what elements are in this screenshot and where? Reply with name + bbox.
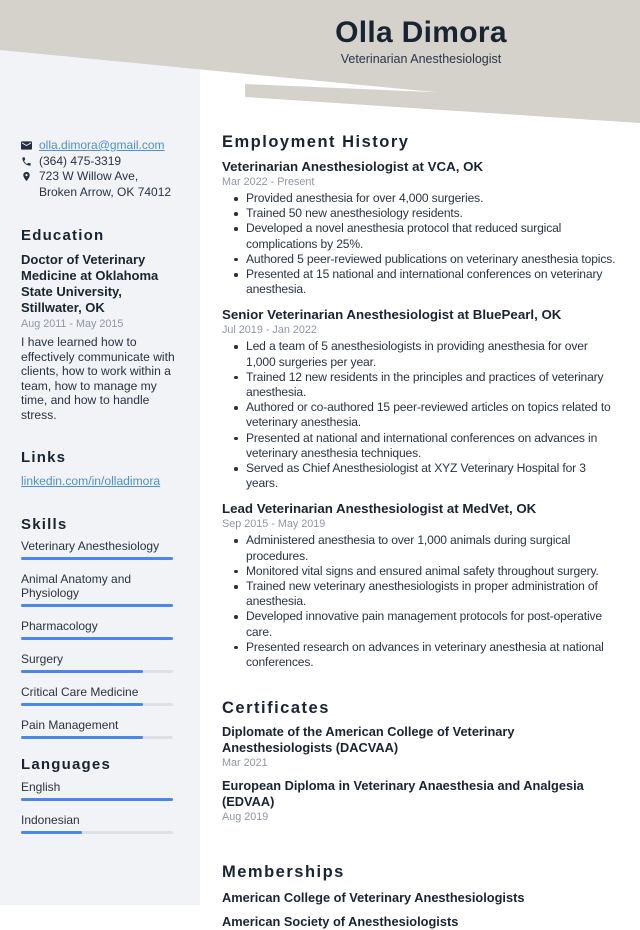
job-bullet-list: [222, 191, 620, 297]
sidebar: [21, 138, 182, 846]
membership-item: American College of Veterinary Anesthesiologists: [222, 890, 525, 906]
contact-email-row: [21, 138, 182, 154]
links-heading: Links: [21, 448, 67, 466]
map-pin-icon: [21, 171, 32, 182]
job-bullet: Trained 50 new anesthesiology residents.: [234, 206, 620, 221]
skill-bar-track: [21, 670, 173, 673]
certificate-date: Mar 2021: [222, 757, 268, 770]
skill-bar-track: [21, 736, 173, 739]
job-entry: [222, 500, 620, 670]
skill-bar-fill: [21, 604, 173, 607]
job-entry: [222, 306, 620, 491]
skill-label: Animal Anatomy and Physiology: [21, 571, 132, 600]
job-dates: Jul 2019 - Jan 2022: [222, 324, 317, 337]
job-bullet: Trained new veterinary anesthesiologists in proper administration of anesthesia.: [234, 579, 620, 609]
skill-label: Veterinary Anesthesiology: [21, 538, 160, 553]
job-bullet: Presented at national and international conferences on advances in veterinary anesthesia techniques.: [234, 431, 620, 461]
contact-phone-row: [21, 154, 182, 170]
skill-bar-fill: [21, 557, 173, 560]
employment-history-heading: Employment History: [222, 133, 410, 151]
linkedin-link[interactable]: linkedin.com/in/olladimora: [21, 473, 161, 488]
skill-bar-fill: [21, 703, 143, 706]
education-heading: Education: [21, 227, 105, 244]
candidate-job-title: Veterinarian Anesthesiologist: [340, 52, 502, 66]
skill-label: Surgery: [21, 651, 64, 666]
language-bar-fill: [21, 798, 173, 801]
job-bullet: Provided anesthesia for over 4,000 surgeries.: [234, 191, 620, 206]
job-bullet: Trained 12 new residents in the principles and practices of veterinary anesthesia.: [234, 370, 620, 400]
skill-item: [21, 685, 182, 706]
language-label: English: [21, 779, 61, 794]
memberships-heading: Memberships: [222, 863, 345, 882]
skills-heading: Skills: [21, 515, 68, 533]
skill-bar-fill: [21, 736, 143, 739]
skill-bar-track: [21, 703, 173, 706]
job-bullet: Presented research on advances in veterinary anesthesia at national conferences.: [234, 640, 620, 670]
skill-bar-fill: [21, 670, 143, 673]
skill-bar-track: [21, 637, 173, 640]
skill-item: [21, 572, 182, 607]
job-bullet-list: [222, 533, 620, 670]
job-entry: [222, 158, 620, 297]
certificates-heading: Certificates: [222, 699, 330, 718]
job-bullet: Developed a novel anesthesia protocol that reduced surgical complications by 25%.: [234, 221, 620, 251]
education-dates: Aug 2011 - May 2015: [21, 318, 124, 330]
languages-list: [21, 780, 182, 834]
job-bullet: Authored or co-authored 15 peer-reviewed articles on topics related to veterinary anesthesia.: [234, 400, 620, 430]
certificate-entry: [222, 724, 620, 770]
language-item: [21, 813, 182, 834]
job-title: Veterinarian Anesthesiologist at VCA, OK: [222, 159, 484, 174]
language-bar-track: [21, 831, 173, 834]
job-title: Senior Veterinarian Anesthesiologist at BluePearl, OK: [222, 307, 562, 323]
job-bullet: Developed innovative pain management protocols for post-operative care.: [234, 609, 620, 639]
languages-heading: Languages: [21, 755, 111, 773]
language-bar-track: [21, 798, 173, 801]
header: [222, 16, 620, 67]
job-title: Lead Veterinarian Anesthesiologist at MedVet, OK: [222, 501, 537, 517]
job-dates: Mar 2022 - Present: [222, 176, 315, 188]
education-degree: Doctor of Veterinary Medicine at Oklahoma State University, Stillwater, OK: [21, 252, 159, 315]
job-bullet: Led a team of 5 anesthesiologists in providing anesthesia for over 1,000 surgeries per year.: [234, 339, 620, 369]
phone-icon: [21, 156, 32, 167]
language-item: [21, 780, 182, 801]
skill-label: Pain Management: [21, 717, 119, 732]
skills-list: [21, 539, 182, 739]
skill-bar-fill: [21, 637, 173, 640]
certificate-title: Diplomate of the American College of Veterinary Anesthesiologists (DACVAA): [222, 724, 515, 756]
skill-label: Pharmacology: [21, 618, 98, 633]
job-dates: Sep 2015 - May 2019: [222, 518, 326, 531]
certificate-title: European Diploma in Veterinary Anaesthesia and Analgesia (EDVAA): [222, 778, 584, 810]
certificates-section: [222, 696, 620, 824]
main-content: [222, 130, 620, 930]
job-bullet: Administered anesthesia to over 1,000 animals during surgical procedures.: [234, 533, 620, 563]
skill-item: [21, 539, 182, 560]
job-bullet: Monitored vital signs and ensured animal safety throughout surgery.: [234, 564, 620, 579]
language-bar-fill: [21, 831, 82, 834]
memberships-section: [222, 860, 620, 930]
candidate-name: Olla Dimora: [335, 16, 507, 49]
job-bullet-list: [222, 339, 620, 491]
education-description: I have learned how to effectively communicate with clients, how to work within a team, how to manage my time, and how to handle stress.: [21, 335, 175, 422]
certificate-entry: [222, 778, 620, 824]
phone-number: (364) 475-3319: [39, 153, 122, 168]
address-text: 723 W Willow Ave, Broken Arrow, OK 74012: [39, 169, 172, 199]
email-link[interactable]: olla.dimora@gmail.com: [39, 138, 165, 152]
skill-label: Critical Care Medicine: [21, 684, 139, 699]
language-label: Indonesian: [21, 812, 80, 827]
certificate-date: Aug 2019: [222, 811, 269, 824]
membership-item: American Society of Anesthesiologists: [222, 914, 459, 930]
job-bullet: Presented at 15 national and international conferences on veterinary anesthesia.: [234, 267, 620, 297]
job-bullet: Served as Chief Anesthesiologist at XYZ Veterinary Hospital for 3 years.: [234, 461, 620, 491]
skill-item: [21, 652, 182, 673]
job-bullet: Authored 5 peer-reviewed publications on veterinary anesthesia topics.: [234, 252, 620, 267]
skill-bar-track: [21, 557, 173, 560]
skill-bar-track: [21, 604, 173, 607]
contact-address-row: [21, 169, 182, 200]
skill-item: [21, 619, 182, 640]
envelope-icon: [21, 140, 32, 151]
skill-item: [21, 718, 182, 739]
